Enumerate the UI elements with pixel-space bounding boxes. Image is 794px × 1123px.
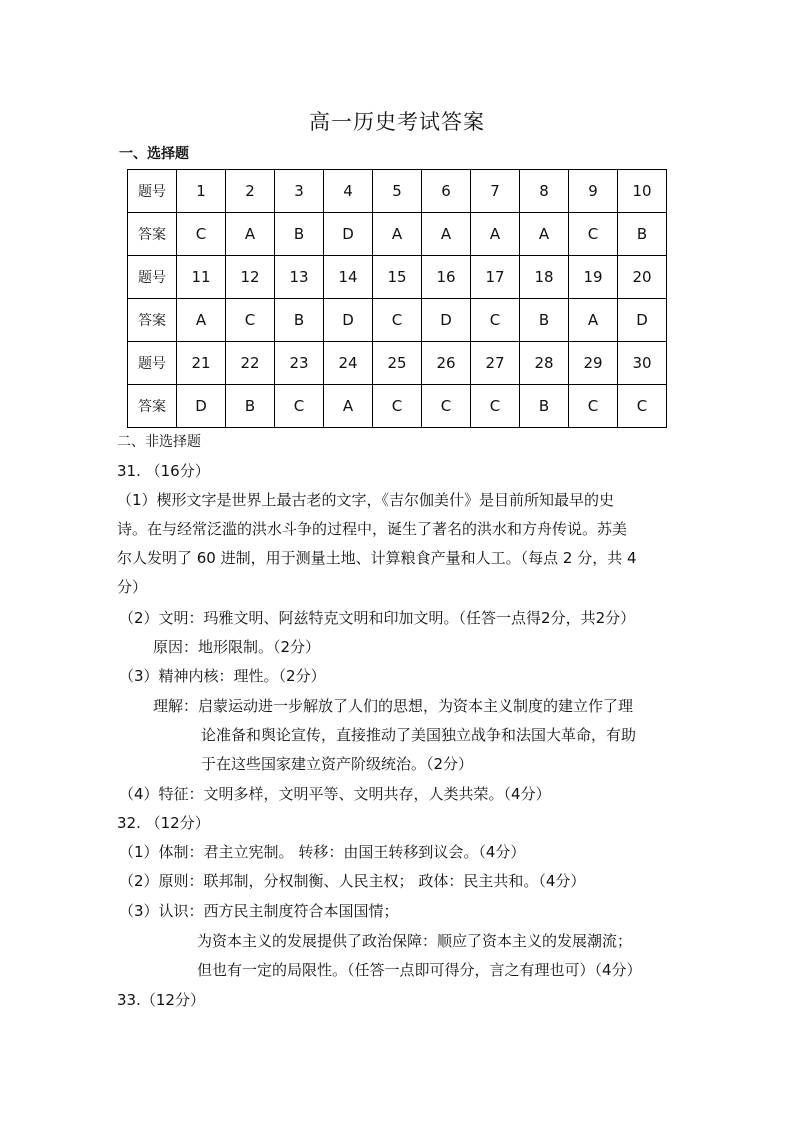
table-cell: 25 <box>373 342 422 385</box>
table-cell: 8 <box>520 170 569 213</box>
text-line: （1）体制：君主立宪制。 转移：由国王转移到议会。（4分） <box>119 843 526 861</box>
table-cell: 9 <box>569 170 618 213</box>
table-cell: 22 <box>226 342 275 385</box>
text-line: 诗。在与经常泛滥的洪水斗争的过程中，诞生了著名的洪水和方舟传说。苏美 <box>117 520 628 538</box>
table-cell: 19 <box>569 256 618 299</box>
answer-table <box>127 169 667 428</box>
row-label: 答案 <box>128 299 177 342</box>
text-line: 原因：地形限制。（2分） <box>153 638 321 656</box>
table-cell: D <box>618 299 667 342</box>
text-line: 理解：启蒙运动进一步解放了人们的思想，为资本主义制度的建立作了理 <box>153 697 634 715</box>
table-cell: 20 <box>618 256 667 299</box>
table-cell: 5 <box>373 170 422 213</box>
section-heading-choice: 一、选择题 <box>119 146 189 162</box>
table-cell: D <box>324 213 373 256</box>
table-cell: C <box>226 299 275 342</box>
table-row <box>128 385 667 428</box>
table-cell: A <box>569 299 618 342</box>
table-cell: 11 <box>177 256 226 299</box>
table-cell: 10 <box>618 170 667 213</box>
text-line: （3）精神内核：理性。（2分） <box>119 667 326 685</box>
table-cell: C <box>471 385 520 428</box>
table-cell: 3 <box>275 170 324 213</box>
table-cell: 2 <box>226 170 275 213</box>
table-cell: 6 <box>422 170 471 213</box>
table-cell: A <box>226 213 275 256</box>
table-row <box>128 342 667 385</box>
row-label: 答案 <box>128 213 177 256</box>
table-cell: A <box>471 213 520 256</box>
table-cell: 15 <box>373 256 422 299</box>
text-line: （4）特征：文明多样，文明平等、文明共存，人类共荣。（4分） <box>119 785 551 803</box>
page-title: 高一历史考试答案 <box>309 110 485 134</box>
table-cell: 13 <box>275 256 324 299</box>
text-line: （2）文明：玛雅文明、阿兹特克文明和印加文明。（任答一点得2分，共2分） <box>119 609 636 627</box>
table-row <box>128 170 667 213</box>
table-row <box>128 299 667 342</box>
row-label: 题号 <box>128 342 177 385</box>
section-heading-nonchoice: 二、非选择题 <box>117 434 201 450</box>
text-line: 尔人发明了 60 进制，用于测量土地、计算粮食产量和人工。（每点 2 分，共 4 <box>117 549 637 567</box>
table-cell: 16 <box>422 256 471 299</box>
row-label: 题号 <box>128 256 177 299</box>
table-cell: 17 <box>471 256 520 299</box>
table-cell: B <box>520 299 569 342</box>
table-cell: C <box>422 385 471 428</box>
row-label: 题号 <box>128 170 177 213</box>
table-cell: 7 <box>471 170 520 213</box>
table-cell: B <box>520 385 569 428</box>
text-line: 分） <box>117 578 148 596</box>
text-line: 于在这些国家建立资产阶级统治。（2分） <box>201 755 474 773</box>
table-cell: 18 <box>520 256 569 299</box>
question-heading: 32. （12分） <box>117 814 210 832</box>
table-cell: C <box>275 385 324 428</box>
table-cell: C <box>471 299 520 342</box>
table-cell: 14 <box>324 256 373 299</box>
table-cell: D <box>422 299 471 342</box>
table-cell: A <box>324 385 373 428</box>
table-cell: A <box>520 213 569 256</box>
text-line: （3）认识：西方民主制度符合本国国情； <box>119 902 399 920</box>
table-cell: B <box>618 213 667 256</box>
text-line: （2）原则：联邦制，分权制衡、人民主权； 政体：民主共和。（4分） <box>119 872 586 890</box>
question-heading: 33.（12分） <box>117 991 205 1009</box>
text-line: 但也有一定的局限性。（任答一点即可得分，言之有理也可）（4分） <box>197 961 642 979</box>
table-cell: C <box>618 385 667 428</box>
table-cell: D <box>177 385 226 428</box>
table-cell: C <box>177 213 226 256</box>
table-cell: D <box>324 299 373 342</box>
table-cell: C <box>569 385 618 428</box>
table-cell: 28 <box>520 342 569 385</box>
table-cell: B <box>226 385 275 428</box>
table-cell: C <box>373 385 422 428</box>
table-cell: 1 <box>177 170 226 213</box>
text-line: （1）楔形文字是世界上最古老的文字，《吉尔伽美什》是目前所知最早的史 <box>117 491 615 509</box>
table-cell: B <box>275 299 324 342</box>
table-cell: 27 <box>471 342 520 385</box>
table-cell: 29 <box>569 342 618 385</box>
table-cell: A <box>373 213 422 256</box>
table-cell: A <box>422 213 471 256</box>
text-line: 论准备和舆论宣传，直接推动了美国独立战争和法国大革命，有助 <box>201 726 637 744</box>
table-cell: 4 <box>324 170 373 213</box>
table-cell: C <box>569 213 618 256</box>
table-row <box>128 213 667 256</box>
table-cell: 24 <box>324 342 373 385</box>
row-label: 答案 <box>128 385 177 428</box>
question-heading: 31. （16分） <box>117 462 210 480</box>
table-row <box>128 256 667 299</box>
table-cell: A <box>177 299 226 342</box>
table-cell: C <box>373 299 422 342</box>
table-cell: 23 <box>275 342 324 385</box>
table-cell: 26 <box>422 342 471 385</box>
table-cell: B <box>275 213 324 256</box>
text-line: 为资本主义的发展提供了政治保障：顺应了资本主义的发展潮流； <box>197 932 633 950</box>
table-cell: 21 <box>177 342 226 385</box>
table-cell: 30 <box>618 342 667 385</box>
table-cell: 12 <box>226 256 275 299</box>
